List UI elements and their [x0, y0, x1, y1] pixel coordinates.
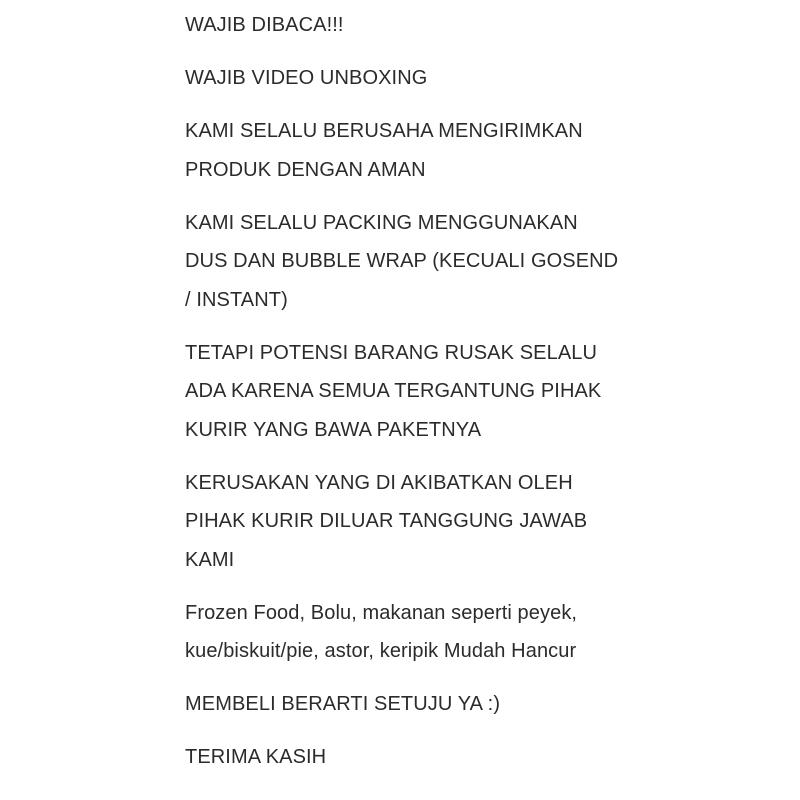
- notice-packing-method: KAMI SELALU PACKING MENGGUNAKAN DUS DAN BUBBLE WRAP (KECUALI GOSEND / INSTANT): [185, 211, 619, 311]
- shipping-notice: [185, 0, 625, 777]
- notice-heading: WAJIB DIBACA!!!: [185, 14, 344, 36]
- notice-unboxing-requirement: WAJIB VIDEO UNBOXING: [185, 67, 428, 89]
- notice-fragile-items: Frozen Food, Bolu, makanan seperti peyek, kue/biskuit/pie, astor, keripik Mudah Hancur: [185, 601, 578, 662]
- notice-damage-risk: TETAPI POTENSI BARANG RUSAK SELALU ADA KARENA SEMUA TERGANTUNG PIHAK KURIR YANG BAWA PAKETNYA: [185, 341, 602, 441]
- notice-thanks: TERIMA KASIH: [185, 746, 327, 768]
- notice-courier-responsibility: KERUSAKAN YANG DI AKIBATKAN OLEH PIHAK KURIR DILUAR TANGGUNG JAWAB KAMI: [185, 471, 588, 571]
- notice-safe-shipping: KAMI SELALU BERUSAHA MENGIRIMKAN PRODUK DENGAN AMAN: [185, 120, 583, 181]
- notice-agreement: MEMBELI BERARTI SETUJU YA :): [185, 693, 501, 715]
